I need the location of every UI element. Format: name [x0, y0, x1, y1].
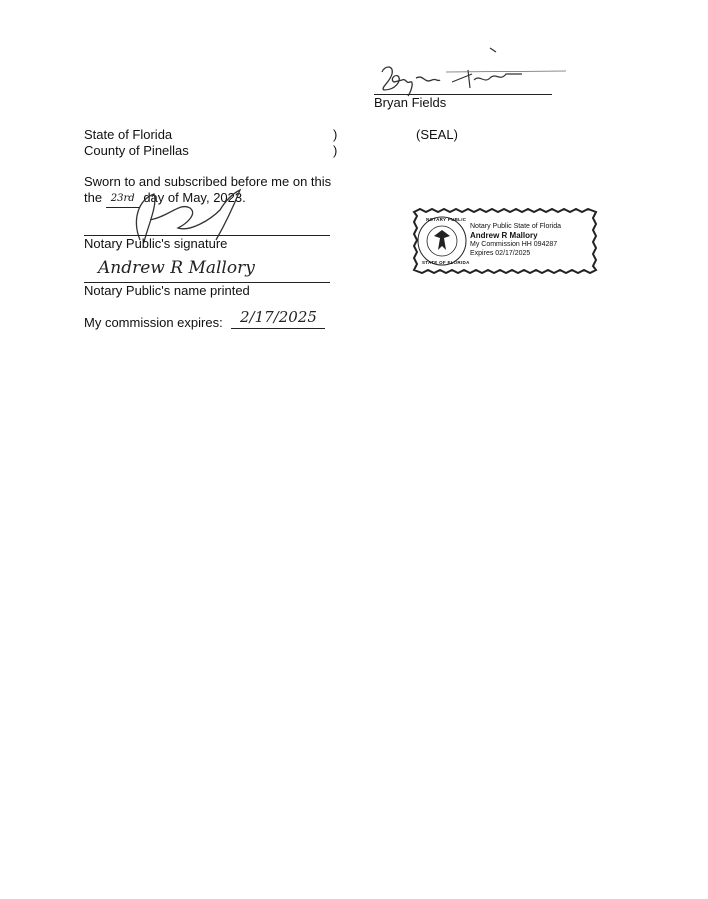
venue-state: State of Florida [84, 127, 173, 142]
venue-paren-2: ) [333, 143, 338, 158]
stamp-line-1: Notary Public State of Florida [470, 223, 562, 230]
signer-signature-image [372, 44, 572, 100]
seal-label: (SEAL) [416, 127, 458, 142]
notary-printed-name: Andrew R Mallory [98, 258, 255, 278]
notary-name-caption: Notary Public's name printed [84, 283, 250, 298]
commission-expires-label: My commission expires: [84, 315, 223, 330]
stamp-line-4: Expires 02/17/2025 [470, 250, 531, 257]
notary-stamp [410, 208, 600, 274]
venue-county: County of Pinellas [84, 143, 189, 158]
notary-signature-caption: Notary Public's signature [84, 236, 228, 251]
jurat-month-year: May, 2023. [182, 190, 246, 205]
jurat-middle: day of [143, 190, 179, 205]
signer-name: Bryan Fields [374, 95, 447, 110]
venue-paren-1: ) [333, 127, 338, 142]
commission-expires-value: 2/17/2025 [240, 308, 317, 326]
stamp-line-2: Andrew R Mallory [470, 231, 538, 240]
jurat-day-handwritten: 23rd [110, 193, 135, 204]
jurat-line-1: Sworn to and subscribed before me on this [84, 174, 332, 189]
stamp-ring-bottom: STATE OF FLORIDA [422, 260, 470, 265]
stamp-line-3: My Commission HH 094287 [470, 241, 558, 248]
stamp-ring-top: NOTARY PUBLIC [426, 217, 467, 222]
commission-expires-line [231, 328, 325, 329]
jurat-prefix: the [84, 190, 103, 205]
